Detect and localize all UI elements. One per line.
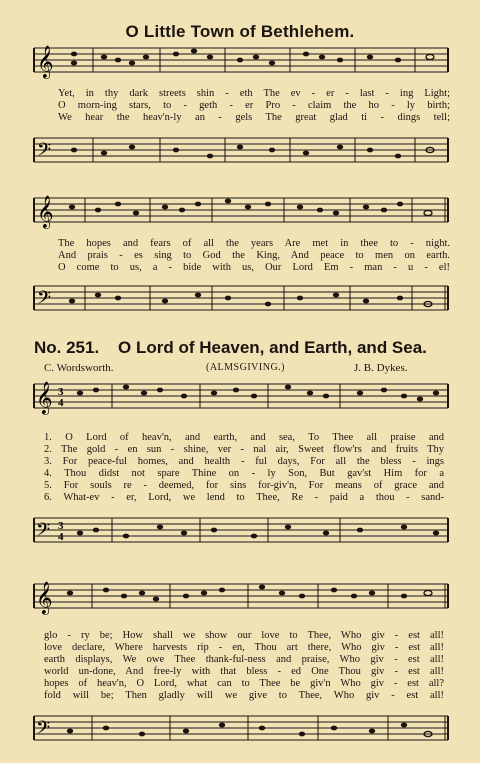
svg-text:𝄢: 𝄢 [37, 140, 52, 165]
svg-text:3: 3 [58, 386, 64, 398]
lyric-line: 3. For peace-ful homes, and health - ful days, For all the bless - ings [44, 456, 444, 467]
lyric-line: Yet, in thy dark streets shin - eth The ev - er - last - ing Light; [58, 88, 450, 99]
lyric-line: love declare, Where harvests rip - en, Thou art there, Who giv - est all! [44, 642, 444, 653]
lyric-line: The hopes and fears of all the years Are met in thee to - night. [58, 238, 450, 249]
svg-text:3: 3 [58, 520, 64, 532]
hymn-title: O Lord of Heaven, and Earth, and Sea. [118, 338, 427, 357]
bass-staff [0, 128, 480, 172]
lyric-line: 1. O Lord of heav'n, and earth, and sea, To Thee all praise and [44, 432, 444, 443]
svg-text:𝄢: 𝄢 [36, 718, 51, 743]
lyric-line: fold will be; Then gladly will we give to Thee, Who giv - est all! [44, 690, 444, 701]
svg-text:𝄢: 𝄢 [36, 520, 51, 545]
svg-text:𝄢: 𝄢 [37, 288, 52, 313]
hymn-title: O Little Town of Bethlehem. [125, 22, 355, 41]
svg-text:𝄞: 𝄞 [37, 45, 54, 78]
svg-text:4: 4 [58, 397, 64, 409]
bass-staff [0, 706, 480, 756]
author-credit: C. Wordsworth. [44, 362, 114, 374]
lyric-line: 6. What-ev - er, Lord, we lend to Thee, Re - paid a thou - sand- [44, 492, 444, 503]
svg-text:4: 4 [58, 531, 64, 543]
lyric-line: world un-done, And free-ly with that bless - ed One Thou giv - est all! [44, 666, 444, 677]
lyric-line: earth displays, We owe Thee thank-ful-ness and praise, Who giv - est all! [44, 654, 444, 665]
bass-staff [0, 276, 480, 320]
bass-staff [0, 508, 480, 558]
treble-staff [0, 374, 480, 424]
lyric-line: 5. For souls re - deemed, for sins for-giv'n, For means of grace and [44, 480, 444, 491]
hymn-number: No. 251. [34, 338, 100, 357]
lyric-line: hopes of heav'n, O Lord, what can to Thee be giv'n Who giv - est all? [44, 678, 444, 689]
lyric-line: We hear the heav'n-ly an - gels The great glad ti - dings tell; [58, 112, 450, 123]
svg-text:𝄞: 𝄞 [36, 381, 53, 414]
lyric-line: O come to us, a - bide with us, Our Lord Em - man - u - el! [58, 262, 450, 273]
lyric-line: glo - ry be; How shall we show our love to Thee, Who giv - est all! [44, 630, 444, 641]
composer-credit: J. B. Dykes. [354, 362, 408, 374]
treble-staff [0, 188, 480, 232]
treble-staff [0, 574, 480, 624]
lyric-line: O morn-ing stars, to - geth - er Pro - claim the ho - ly birth; [58, 100, 450, 111]
tune-name: (ALMSGIVING.) [206, 362, 285, 373]
lyric-line: And prais - es sing to God the King, And peace to men on earth. [58, 250, 450, 261]
lyric-line: 2. The gold - en sun - shine, ver - nal air, Sweet flow'rs and fruits Thy [44, 444, 444, 455]
treble-staff [0, 38, 480, 82]
svg-text:𝄞: 𝄞 [36, 581, 53, 614]
lyric-line: 4. Thou didst not spare Thine on - ly Son, But gav'st Him for a [44, 468, 444, 479]
svg-text:𝄞: 𝄞 [37, 195, 54, 228]
